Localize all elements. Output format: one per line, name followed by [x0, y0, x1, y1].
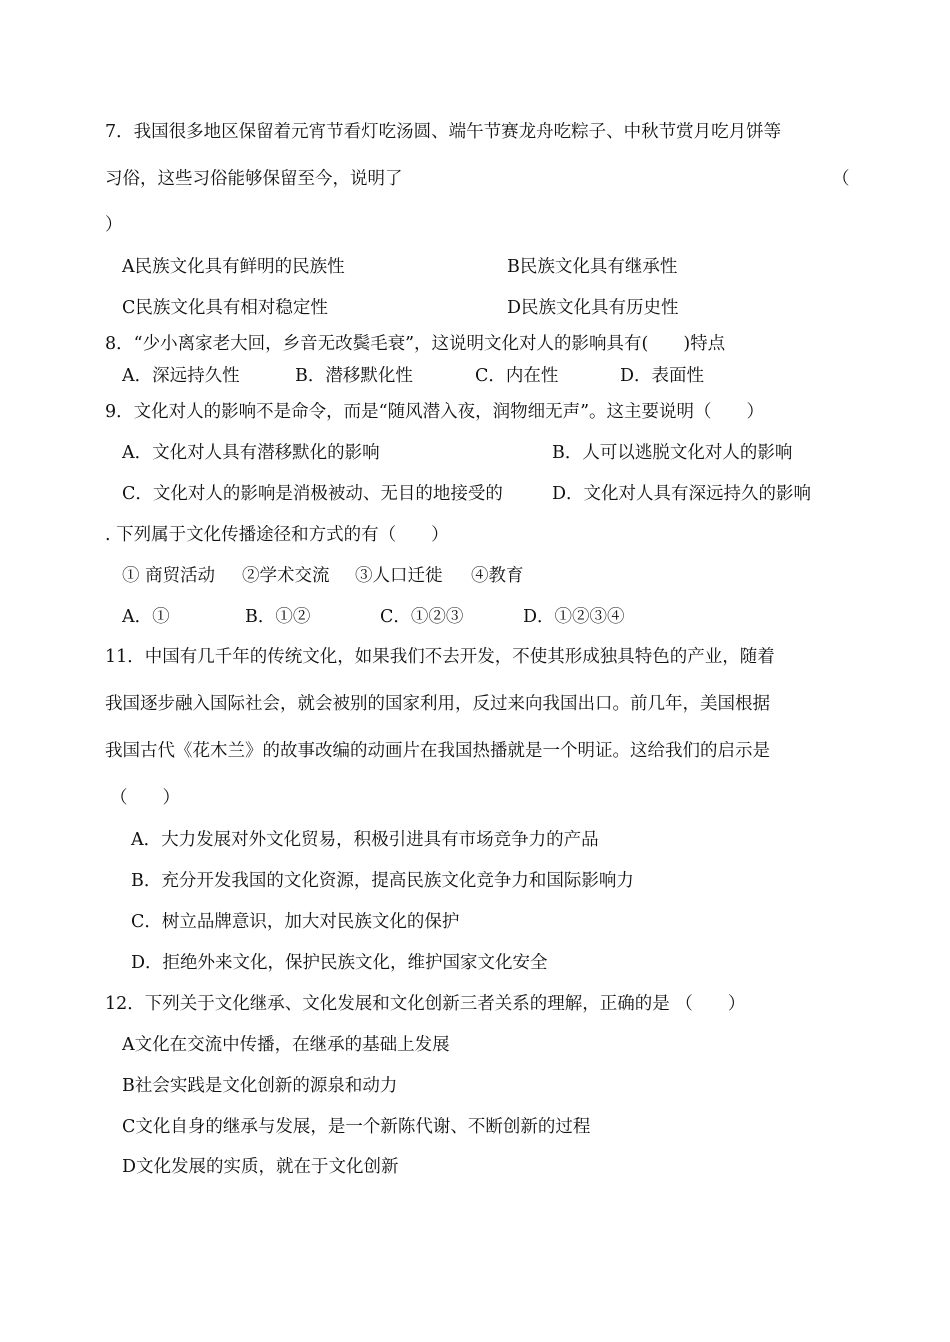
q11-stem-line2: 我国逐步融入国际社会，就会被别的国家利用，反过来向我国出口。前几年，美国根据	[105, 694, 770, 714]
q7-stem-line1: 7．我国很多地区保留着元宵节看灯吃汤圆、端午节赛龙舟吃粽子、中秋节赏月吃月饼等	[105, 122, 782, 142]
q11-option-a: A．大力发展对外文化贸易，积极引进具有市场竞争力的产品	[131, 830, 599, 850]
q10-item-2: ②学术交流	[242, 566, 330, 586]
q7-option-d: D民族文化具有历史性	[507, 298, 679, 318]
q12-option-b: B社会实践是文化创新的源泉和动力	[122, 1076, 398, 1096]
q12-stem: 12．下列关于文化继承、文化发展和文化创新三者关系的理解，正确的是 （ ）	[105, 994, 746, 1014]
q12-option-c: C文化自身的继承与发展，是一个新陈代谢、不断创新的过程	[122, 1117, 591, 1137]
q7-option-b: B民族文化具有继承性	[507, 257, 678, 277]
q9-option-c: C．文化对人的影响是消极被动、无目的地接受的	[122, 484, 503, 504]
q12-option-a: A文化在交流中传播，在继承的基础上发展	[122, 1035, 450, 1055]
q8-option-c: C．内在性	[475, 366, 559, 386]
q9-option-b: B．人可以逃脱文化对人的影响	[552, 443, 793, 463]
q10-item-1: ① 商贸活动	[122, 566, 216, 586]
q12-option-d: D文化发展的实质，就在于文化创新	[122, 1157, 399, 1177]
q7-answer-paren-close: ）	[105, 215, 123, 235]
q7-option-a: A民族文化具有鲜明的民族性	[122, 257, 345, 277]
q11-option-c: C．树立品牌意识，加大对民族文化的保护	[131, 912, 460, 932]
q9-stem: 9．文化对人的影响不是命令，而是“随风潜入夜，润物细无声”。这主要说明（ ）	[105, 402, 765, 422]
q10-item-3: ③人口迁徙	[355, 566, 443, 586]
q10-option-c: C．①②③	[380, 607, 464, 627]
q7-answer-paren-open: （	[832, 169, 850, 189]
q7-option-c: C民族文化具有相对稳定性	[122, 298, 328, 318]
q8-option-d: D．表面性	[620, 366, 705, 386]
q11-answer-paren: （ ）	[110, 788, 180, 808]
q10-option-b: B．①②	[245, 607, 311, 627]
q10-option-d: D．①②③④	[523, 607, 625, 627]
q8-option-b: B．潜移默化性	[295, 366, 413, 386]
q10-stem: . 下列属于文化传播途径和方式的有（ ）	[105, 525, 449, 545]
q10-item-4: ④教育	[471, 566, 524, 586]
q9-option-a: A．文化对人具有潜移默化的影响	[122, 443, 380, 463]
q9-option-d: D．文化对人具有深远持久的影响	[552, 484, 812, 504]
q11-stem-line3: 我国古代《花木兰》的故事改编的动画片在我国热播就是一个明证。这给我们的启示是	[105, 741, 770, 761]
q8-stem: 8．“少小离家老大回，乡音无改鬓毛衰”，这说明文化对人的影响具有( )特点	[105, 334, 726, 354]
q7-stem-line2: 习俗，这些习俗能够保留至今，说明了	[105, 169, 403, 189]
q11-stem-line1: 11．中国有几千年的传统文化，如果我们不去开发，不使其形成独具特色的产业，随着	[105, 647, 775, 667]
q11-option-b: B．充分开发我国的文化资源，提高民族文化竞争力和国际影响力	[131, 871, 634, 891]
q11-option-d: D．拒绝外来文化，保护民族文化，维护国家文化安全	[131, 953, 548, 973]
q10-option-a: A．①	[122, 607, 170, 627]
q8-option-a: A．深远持久性	[122, 366, 240, 386]
